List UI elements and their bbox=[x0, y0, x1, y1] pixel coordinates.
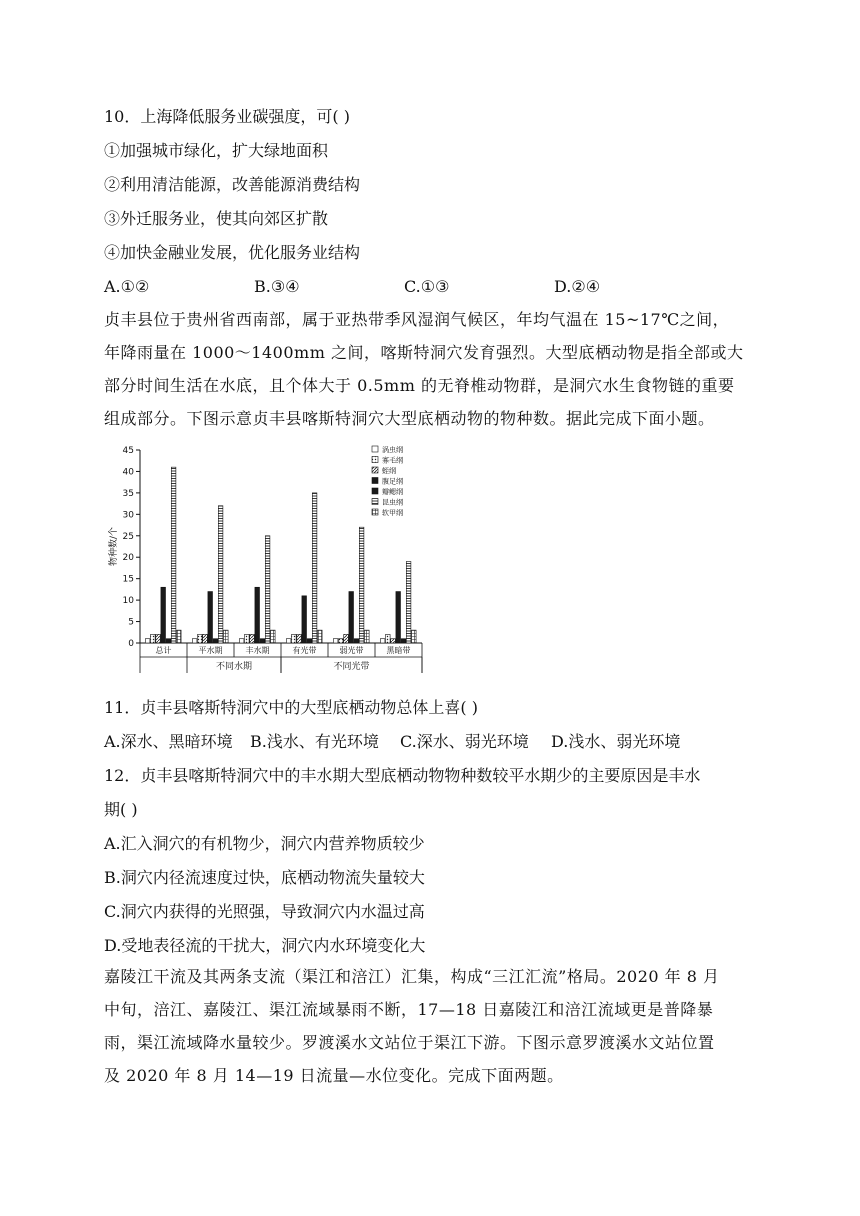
bar bbox=[406, 562, 411, 643]
q10-option-a: A.①② bbox=[104, 277, 150, 296]
bar bbox=[401, 639, 406, 643]
legend-swatch bbox=[372, 478, 378, 484]
legend-swatch bbox=[372, 509, 378, 515]
passage-1-line: 年降雨量在 1000～1400mm 之间，喀斯特洞穴发育强烈。大型底栖动物是指全部或大 bbox=[104, 343, 744, 362]
bar bbox=[339, 639, 344, 643]
bar bbox=[192, 639, 197, 643]
legend-swatch bbox=[372, 488, 378, 494]
q10-item-2: ②利用清洁能源，改善能源消费结构 bbox=[104, 175, 361, 194]
bar bbox=[312, 493, 317, 643]
bar bbox=[255, 587, 260, 643]
passage-2-line: 嘉陵江干流及其两条支流（渠江和涪江）汇集，构成“三江汇流”格局。2020 年 8 月 bbox=[104, 967, 720, 986]
chart-legend bbox=[372, 445, 403, 517]
legend-swatch bbox=[372, 457, 378, 463]
y-tick-label: 25 bbox=[122, 531, 134, 542]
bar bbox=[344, 634, 349, 643]
bar bbox=[250, 634, 255, 643]
bar bbox=[260, 639, 265, 643]
bar bbox=[166, 639, 171, 643]
y-tick-label: 30 bbox=[122, 510, 134, 521]
y-tick-label: 5 bbox=[128, 617, 134, 628]
bar bbox=[396, 592, 401, 643]
bar bbox=[412, 630, 417, 643]
y-tick-label: 20 bbox=[122, 553, 134, 564]
bar bbox=[307, 639, 312, 643]
legend-label: 瓣鳃纲 bbox=[382, 488, 403, 496]
bar bbox=[354, 639, 359, 643]
bar bbox=[265, 536, 270, 643]
bar bbox=[171, 467, 176, 643]
passage-2-line: 中旬，涪江、嘉陵江、渠江流域暴雨不断，17—18 日嘉陵江和涪江流域更是普降暴 bbox=[104, 1000, 714, 1019]
bar bbox=[145, 639, 150, 643]
q10-item-1: ①加强城市绿化，扩大绿地面积 bbox=[104, 141, 329, 160]
y-axis-label: 物种数/个 bbox=[109, 526, 119, 567]
bar bbox=[292, 634, 297, 643]
y-tick-label: 10 bbox=[122, 596, 134, 607]
y-tick-label: 35 bbox=[122, 488, 134, 499]
bar bbox=[380, 639, 385, 643]
q10-option-c: C.①③ bbox=[404, 277, 450, 296]
q10-option-d: D.②④ bbox=[554, 277, 601, 296]
bar bbox=[208, 592, 213, 643]
bar bbox=[213, 639, 218, 643]
q12-stem-line-1: 12．贞丰县喀斯特洞穴中的丰水期大型底栖动物物种数较平水期少的主要原因是丰水 bbox=[104, 766, 701, 785]
bar bbox=[224, 630, 229, 643]
legend-swatch bbox=[372, 499, 378, 505]
q10-item-4: ④加快金融业发展，优化服务业结构 bbox=[104, 243, 361, 262]
q11-stem: 11．贞丰县喀斯特洞穴中的大型底栖动物总体上喜( ) bbox=[104, 698, 478, 717]
x-tick-label: 丰水期 bbox=[245, 646, 270, 655]
q11-option-b: B.浅水、有光环境 bbox=[250, 732, 379, 751]
x-tick-label: 有光带 bbox=[292, 646, 317, 655]
bar bbox=[198, 634, 203, 643]
bar bbox=[391, 639, 396, 643]
bar bbox=[286, 639, 291, 643]
bar bbox=[203, 634, 208, 643]
passage-1 bbox=[104, 303, 756, 435]
y-tick-label: 40 bbox=[122, 467, 134, 478]
bar bbox=[333, 639, 338, 643]
group-label: 不同水期 bbox=[215, 662, 253, 672]
q10-item-3: ③外迁服务业，使其向郊区扩散 bbox=[104, 209, 329, 228]
bar bbox=[386, 634, 391, 643]
bar bbox=[318, 630, 323, 643]
legend-label: 蛭纲 bbox=[382, 467, 396, 475]
q12-stem-line-2: 期( ) bbox=[104, 800, 138, 819]
group-label: 不同光带 bbox=[333, 662, 370, 672]
bar bbox=[177, 630, 182, 643]
q12-option-b: B.洞穴内径流速度过快，底栖动物流失量较大 bbox=[104, 868, 425, 887]
x-tick-label: 平水期 bbox=[198, 646, 223, 655]
bar bbox=[271, 630, 276, 643]
q10-stem: 10．上海降低服务业碳强度，可( ) bbox=[104, 107, 350, 126]
passage-2 bbox=[104, 960, 756, 1092]
bar bbox=[239, 639, 244, 643]
bar bbox=[297, 634, 302, 643]
legend-swatch bbox=[372, 446, 378, 452]
passage-1-line: 贞丰县位于贵州省西南部，属于亚热带季风湿润气候区，年均气温在 15~17℃之间， bbox=[104, 310, 730, 329]
legend-label: 腹足纲 bbox=[382, 477, 403, 486]
bar bbox=[349, 592, 354, 643]
species-bar-chart bbox=[104, 440, 434, 680]
q10-option-b: B.③④ bbox=[254, 277, 300, 296]
y-tick-label: 45 bbox=[122, 446, 134, 456]
bar bbox=[302, 596, 307, 643]
bar bbox=[245, 634, 250, 643]
bar bbox=[151, 634, 156, 643]
bar bbox=[365, 630, 370, 643]
legend-label: 寡毛纲 bbox=[382, 456, 403, 465]
q11-option-a: A.深水、黑暗环境 bbox=[104, 732, 233, 751]
q12-option-d: D.受地表径流的干扰大，洞穴内水环境变化大 bbox=[104, 936, 426, 955]
legend-label: 涡虫纲 bbox=[382, 446, 403, 454]
bar bbox=[161, 587, 166, 643]
passage-1-line: 组成部分。下图示意贞丰县喀斯特洞穴大型底栖动物的物种数。据此完成下面小题。 bbox=[104, 409, 715, 428]
bar bbox=[156, 634, 161, 643]
q12-option-a: A.汇入洞穴的有机物少，洞穴内营养物质较少 bbox=[104, 834, 425, 853]
bar bbox=[359, 527, 364, 643]
legend-label: 昆虫纲 bbox=[382, 498, 403, 507]
legend-label: 软甲纲 bbox=[382, 509, 403, 517]
x-tick-label: 黑暗带 bbox=[386, 646, 411, 655]
bar bbox=[218, 506, 223, 643]
passage-2-line: 及 2020 年 8 月 14—19 日流量—水位变化。完成下面两题。 bbox=[104, 1066, 564, 1085]
passage-2-line: 雨，渠江流域降水量较少。罗渡溪水文站位于渠江下游。下图示意罗渡溪水文站位置 bbox=[104, 1033, 715, 1052]
q11-option-c: C.深水、弱光环境 bbox=[400, 732, 529, 751]
q12-option-c: C.洞穴内获得的光照强，导致洞穴内水温过高 bbox=[104, 902, 425, 921]
legend-swatch bbox=[372, 467, 378, 473]
q11-option-d: D.浅水、弱光环境 bbox=[551, 732, 681, 751]
y-tick-label: 15 bbox=[122, 574, 134, 585]
x-tick-label: 总计 bbox=[155, 646, 172, 655]
x-tick-label: 弱光带 bbox=[339, 646, 364, 655]
y-tick-label: 0 bbox=[128, 639, 134, 649]
passage-1-line: 部分时间生活在水底，且个体大于 0.5mm 的无脊椎动物群，是洞穴水生食物链的重要 bbox=[104, 376, 735, 395]
